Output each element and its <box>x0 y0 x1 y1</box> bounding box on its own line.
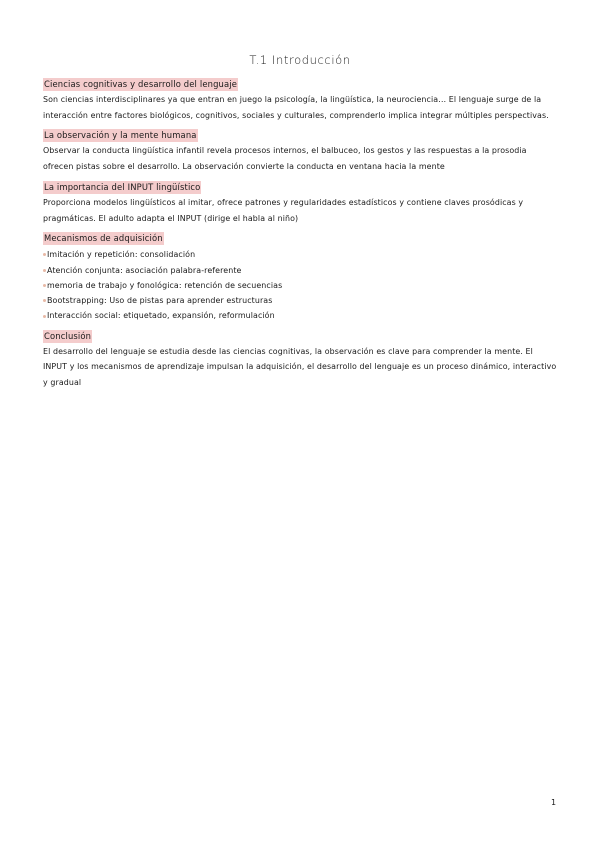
section-mechanisms <box>43 226 558 323</box>
section-paragraph: Observar la conducta lingüística infantil revela procesos internos, el balbuceo, los gestos y las respuestas a la prosodia ofrecen pistas sobre el desarrollo. La observación convierte la conducta en ventana hacia la mente <box>43 146 527 172</box>
page-number: 1 <box>551 798 557 807</box>
list-item <box>43 247 558 262</box>
section-paragraph: El desarrollo del lenguaje se estudia desde las ciencias cognitivas, la observación es clave para comprender la mente. El INPUT y los mecanismos de aprendizaje impulsan la adquisición, el desarrollo del lenguaje es un proceso dinámico, interactivo y gradual <box>43 346 557 388</box>
bullet-icon <box>43 269 46 272</box>
section-heading: La observación y la mente humana <box>44 130 197 141</box>
list-item-text: Interacción social: etiquetado, expansión, reformulación <box>47 311 275 321</box>
list-item <box>43 263 558 278</box>
section-heading: Ciencias cognitivas y desarrollo del lenguaje <box>44 79 238 89</box>
list-item-text: Atención conjunta: asociación palabra-referente <box>47 265 242 275</box>
section-heading: La importancia del INPUT lingüístico <box>44 181 201 192</box>
list-item <box>43 278 558 293</box>
mechanisms-list <box>43 247 558 323</box>
section-input <box>43 175 558 226</box>
list-item-text: Bootstrapping: Uso de pistas para aprender estructuras <box>47 296 273 306</box>
document-title: T.1 Introducción <box>249 53 351 67</box>
list-item-text: memoria de trabajo y fonológica: retención de secuencias <box>47 280 283 290</box>
section-cognitive-sciences <box>43 72 558 123</box>
section-heading: Conclusión <box>44 330 92 341</box>
section-conclusion <box>43 324 558 391</box>
section-paragraph: Son ciencias interdisciplinares ya que entran en juego la psicología, la lingüística, la neurociencia… El lenguaje surge de la interacción entre factores biológicos, cognitivos, sociales y culturales, comprenderlo implica integrar múltiples perspectivas. <box>43 95 549 120</box>
document-body <box>43 72 558 391</box>
section-heading: Mecanismos de adquisición <box>44 233 163 244</box>
list-item-text: Imitación y repetición: consolidación <box>47 250 196 260</box>
bullet-icon <box>43 284 46 287</box>
bullet-icon <box>43 299 46 302</box>
list-item <box>43 308 558 323</box>
bullet-icon <box>43 315 46 318</box>
list-item <box>43 293 558 308</box>
bullet-icon <box>43 253 46 256</box>
section-observation <box>43 123 558 174</box>
section-paragraph: Proporciona modelos lingüísticos al imitar, ofrece patrones y regularidades estadísticos y contiene claves prosódicas y pragmáticas. El adulto adapta el INPUT (dirige el habla al niño) <box>43 197 524 223</box>
